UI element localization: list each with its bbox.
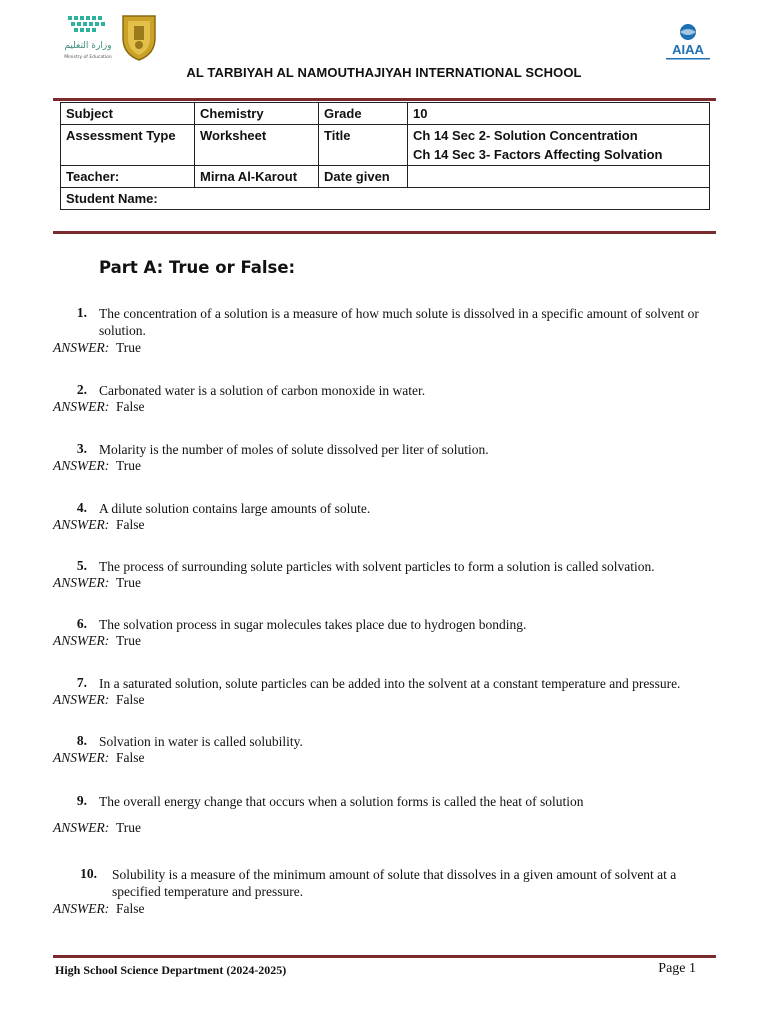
answer-label: ANSWER:: [53, 820, 110, 835]
title-line-2: Ch 14 Sec 3- Factors Affecting Solvation: [413, 147, 663, 162]
answer-value: False: [116, 517, 145, 532]
date-given-label: Date given: [319, 166, 408, 188]
part-a-title: Part A: True or False:: [99, 258, 296, 277]
answer-line: [53, 820, 141, 836]
answer-value: False: [116, 901, 145, 916]
question-number: 8.: [76, 733, 87, 748]
answer-value: True: [116, 340, 142, 355]
answer-line: [53, 399, 145, 415]
question-number: 5.: [76, 558, 87, 573]
answer-value: False: [116, 399, 145, 414]
ministry-logo-arabic-text: وزارة التعليم: [64, 41, 112, 51]
subject-label: Subject: [61, 103, 195, 125]
teacher-value: Mirna Al-Karout: [195, 166, 319, 188]
table-row: [61, 125, 710, 166]
answer-line: [53, 340, 141, 356]
question-text: Molarity is the number of moles of solute dissolved per liter of solution.: [99, 442, 489, 457]
table-row: [61, 103, 710, 125]
assessment-type-value: Worksheet: [195, 125, 319, 166]
title-line-1: Ch 14 Sec 2- Solution Concentration: [413, 128, 638, 143]
answer-value: True: [116, 458, 142, 473]
answer-value: False: [116, 750, 145, 765]
question-text: The overall energy change that occurs when a solution forms is called the heat of solution: [99, 794, 584, 809]
question-text: A dilute solution contains large amounts of solute.: [99, 501, 371, 516]
ministry-logo-english-text: Ministry of Education: [64, 55, 112, 60]
answer-value: True: [116, 633, 142, 648]
school-name: AL TARBIYAH AL NAMOUTHAJIYAH INTERNATIONAL SCHOOL: [186, 65, 582, 80]
question-text: The process of surrounding solute particles with solvent particles to form a solution is called solvation.: [99, 559, 655, 574]
question-text: Carbonated water is a solution of carbon monoxide in water.: [99, 383, 426, 398]
answer-label: ANSWER:: [53, 517, 110, 532]
question-text: Solvation in water is called solubility.: [99, 734, 303, 749]
answer-label: ANSWER:: [53, 692, 110, 707]
header-logos: [0, 0, 768, 70]
teacher-label: Teacher:: [61, 166, 195, 188]
question-text: The solvation process in sugar molecules takes place due to hydrogen bonding.: [99, 617, 527, 632]
answer-line: [53, 633, 141, 649]
section-divider: [53, 231, 716, 234]
answer-line: [53, 517, 145, 533]
aiaa-logo-text: AIAA: [672, 42, 704, 57]
question-number: 10.: [80, 866, 97, 881]
answer-label: ANSWER:: [53, 575, 110, 590]
question-number: 4.: [76, 500, 87, 515]
question-number: 6.: [76, 616, 87, 631]
grade-label: Grade: [319, 103, 408, 125]
footer-department: High School Science Department (2024-2025): [55, 963, 287, 977]
date-given-value: [408, 166, 710, 188]
answer-line: [53, 750, 145, 766]
answer-label: ANSWER:: [53, 633, 110, 648]
answer-line: [53, 575, 141, 591]
question-number: 1.: [76, 305, 87, 320]
title-label: Title: [319, 125, 408, 166]
question-text: In a saturated solution, solute particles can be added into the solvent at a constant temperature and pressure.: [99, 676, 681, 691]
top-divider: [53, 98, 716, 101]
title-value: [408, 125, 710, 166]
answer-value: False: [116, 692, 145, 707]
assessment-info-table: [60, 102, 710, 210]
answer-label: ANSWER:: [53, 399, 110, 414]
answer-value: True: [116, 820, 142, 835]
student-name-label: Student Name:: [61, 188, 710, 210]
answer-label: ANSWER:: [53, 458, 110, 473]
answer-label: ANSWER:: [53, 750, 110, 765]
question-number: 9.: [76, 793, 87, 808]
answer-line: [53, 901, 145, 917]
table-row: [61, 166, 710, 188]
answer-line: [53, 692, 145, 708]
subject-value: Chemistry: [195, 103, 319, 125]
footer-divider: [53, 955, 716, 958]
aiaa-logo: [660, 22, 716, 64]
answer-value: True: [116, 575, 142, 590]
answer-label: ANSWER:: [53, 901, 110, 916]
assessment-type-label: Assessment Type: [61, 125, 195, 166]
question-text: The concentration of a solution is a measure of how much solute is dissolved in a specific amount of solvent or solution.: [99, 306, 699, 338]
question-number: 3.: [76, 441, 87, 456]
question-text: Solubility is a measure of the minimum amount of solute that dissolves in a given amount of solvent at a specified temperature and pressure.: [112, 867, 677, 899]
question-number: 7.: [76, 675, 87, 690]
grade-value: 10: [408, 103, 710, 125]
answer-label: ANSWER:: [53, 340, 110, 355]
ministry-of-education-logo: [58, 14, 118, 62]
answer-line: [53, 458, 141, 474]
page-number: Page 1: [658, 961, 696, 976]
school-crest-logo: [120, 12, 158, 62]
question-number: 2.: [76, 382, 87, 397]
table-row: [61, 188, 710, 210]
